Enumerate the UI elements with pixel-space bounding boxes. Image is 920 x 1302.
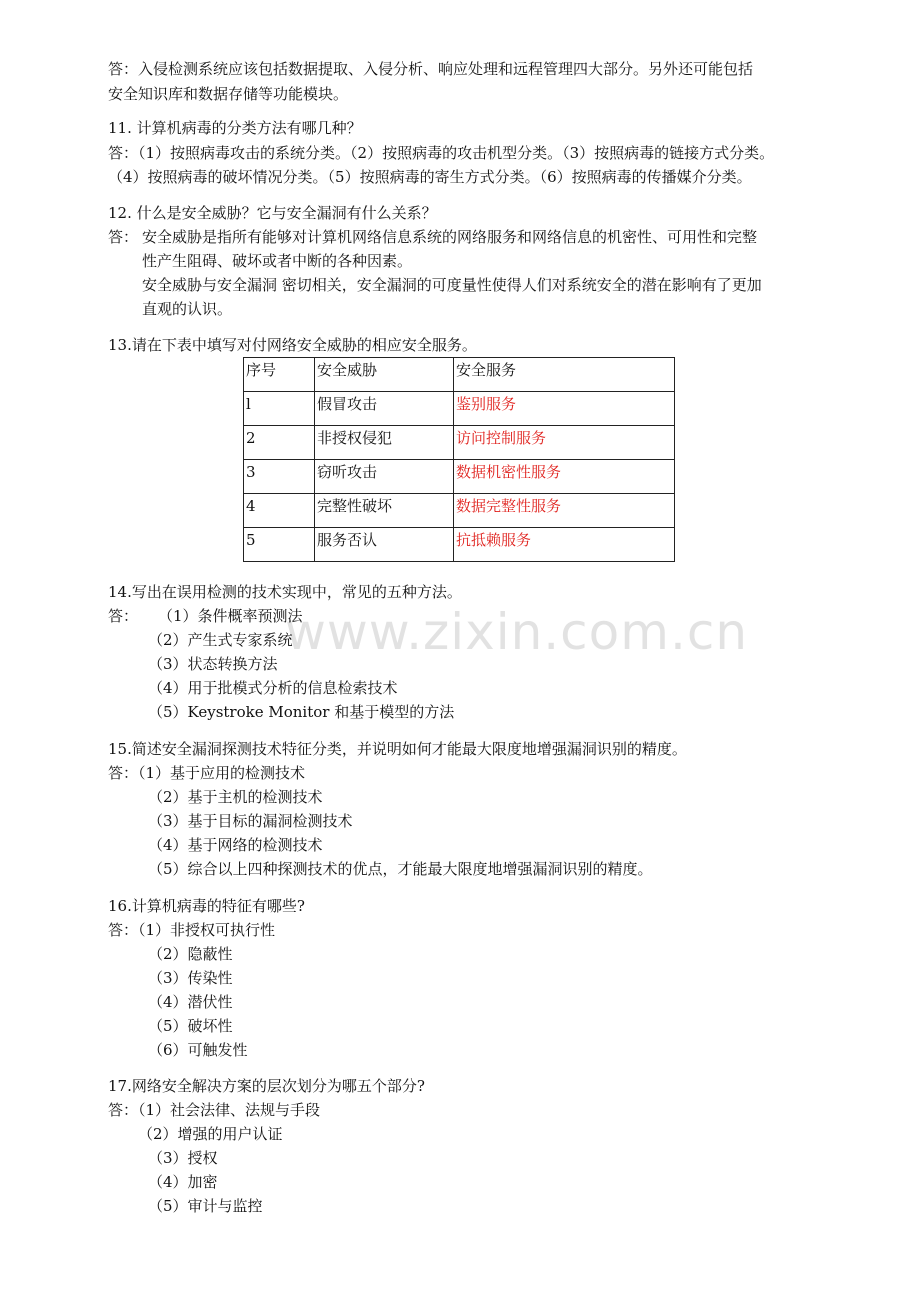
table-cell-index: 5 [244, 528, 315, 562]
answer-12-prefix: 答： [108, 228, 139, 246]
table-row [244, 460, 675, 494]
answer-12-line-2: 性产生阻碍、破坏或者中断的各种因素。 [142, 252, 413, 270]
table-cell-threat: 假冒攻击 [315, 392, 454, 426]
answer-15-item-4: （4）基于网络的检测技术 [148, 836, 323, 854]
answer-16-item-6: （6）可触发性 [148, 1041, 248, 1059]
answer-15-item-5: （5）综合以上四种探测技术的优点，才能最大限度地增强漏洞识别的精度。 [148, 860, 653, 878]
answer-12-line-4: 直观的认识。 [142, 300, 233, 318]
table-cell-service: 数据完整性服务 [454, 494, 675, 528]
table-cell-index: 4 [244, 494, 315, 528]
table-cell-index: l [244, 392, 315, 426]
table-row [244, 494, 675, 528]
table-cell-index: 2 [244, 426, 315, 460]
question-12: 12. 什么是安全威胁？它与安全漏洞有什么关系？ [108, 204, 437, 222]
answer-14-item-4: （4）用于批模式分析的信息检索技术 [148, 679, 398, 697]
answer-14-item-3: （3）状态转换方法 [148, 655, 278, 673]
answer-11-line-2: （4）按照病毒的破坏情况分类。（5）按照病毒的寄生方式分类。（6）按照病毒的传播媒介分类。 [108, 168, 752, 186]
table-cell-service: 访问控制服务 [454, 426, 675, 460]
answer-16-item-2: （2）隐蔽性 [148, 945, 233, 963]
table-header-cell: 安全服务 [454, 358, 675, 392]
answer-17-item-2: （2）增强的用户认证 [138, 1125, 283, 1143]
table-cell-threat: 窃听攻击 [315, 460, 454, 494]
table-cell-threat: 完整性破坏 [315, 494, 454, 528]
question-14: 14.写出在误用检测的技术实现中，常见的五种方法。 [108, 583, 462, 601]
table-cell-threat: 服务否认 [315, 528, 454, 562]
question-13: 13.请在下表中填写对付网络安全威胁的相应安全服务。 [108, 336, 477, 354]
table-cell-threat: 非授权侵犯 [315, 426, 454, 460]
answer-12-line-3: 安全威胁与安全漏洞 密切相关，安全漏洞的可度量性使得人们对系统安全的潜在影响有了更加 [142, 276, 762, 294]
table-cell-service: 数据机密性服务 [454, 460, 675, 494]
answer-14-item-1: （1）条件概率预测法 [158, 607, 303, 625]
table-header-row [244, 358, 675, 392]
answer-17-item-3: （3）授权 [148, 1149, 218, 1167]
question-17: 17.网络安全解决方案的层次划分为哪五个部分? [108, 1077, 425, 1095]
answer-14-prefix: 答： [108, 607, 139, 625]
intro-answer-line-1: 答：入侵检测系统应该包括数据提取、入侵分析、响应处理和远程管理四大部分。另外还可能包括 [108, 60, 754, 78]
table-cell-service: 鉴别服务 [454, 392, 675, 426]
table-cell-service: 抗抵赖服务 [454, 528, 675, 562]
table-row [244, 426, 675, 460]
answer-15-item-3: （3）基于目标的漏洞检测技术 [148, 812, 353, 830]
security-service-table [243, 357, 675, 562]
table-row [244, 528, 675, 562]
question-15: 15.简述安全漏洞探测技术特征分类，并说明如何才能最大限度地增强漏洞识别的精度。 [108, 740, 687, 758]
answer-17-item-5: （5）审计与监控 [148, 1197, 263, 1215]
answer-17-item-1: 答：（1）社会法律、法规与手段 [108, 1101, 321, 1119]
question-16: 16.计算机病毒的特征有哪些? [108, 897, 305, 915]
answer-11-line-1: 答：（1）按照病毒攻击的系统分类。（2）按照病毒的攻击机型分类。（3）按照病毒的链接方式分类。 [108, 144, 775, 162]
table-header-cell: 安全威胁 [315, 358, 454, 392]
answer-12-line-1: 安全威胁是指所有能够对计算机网络信息系统的网络服务和网络信息的机密性、可用性和完整 [142, 228, 758, 246]
table-row [244, 392, 675, 426]
answer-16-item-1: 答：（1）非授权可执行性 [108, 921, 276, 939]
answer-15-item-2: （2）基于主机的检测技术 [148, 788, 323, 806]
answer-15-item-1: 答：（1）基于应用的检测技术 [108, 764, 306, 782]
answer-16-item-5: （5）破坏性 [148, 1017, 233, 1035]
answer-16-item-3: （3）传染性 [148, 969, 233, 987]
question-11: 11. 计算机病毒的分类方法有哪几种？ [108, 119, 362, 137]
answer-17-item-4: （4）加密 [148, 1173, 218, 1191]
table-header-cell: 序号 [244, 358, 315, 392]
table-cell-index: 3 [244, 460, 315, 494]
watermark: www.zixin.com.cn [285, 603, 749, 661]
answer-14-item-5: （5）Keystroke Monitor 和基于模型的方法 [148, 703, 455, 721]
answer-14-item-2: （2）产生式专家系统 [148, 631, 293, 649]
answer-16-item-4: （4）潜伏性 [148, 993, 233, 1011]
intro-answer-line-2: 安全知识库和数据存储等功能模块。 [108, 85, 349, 103]
